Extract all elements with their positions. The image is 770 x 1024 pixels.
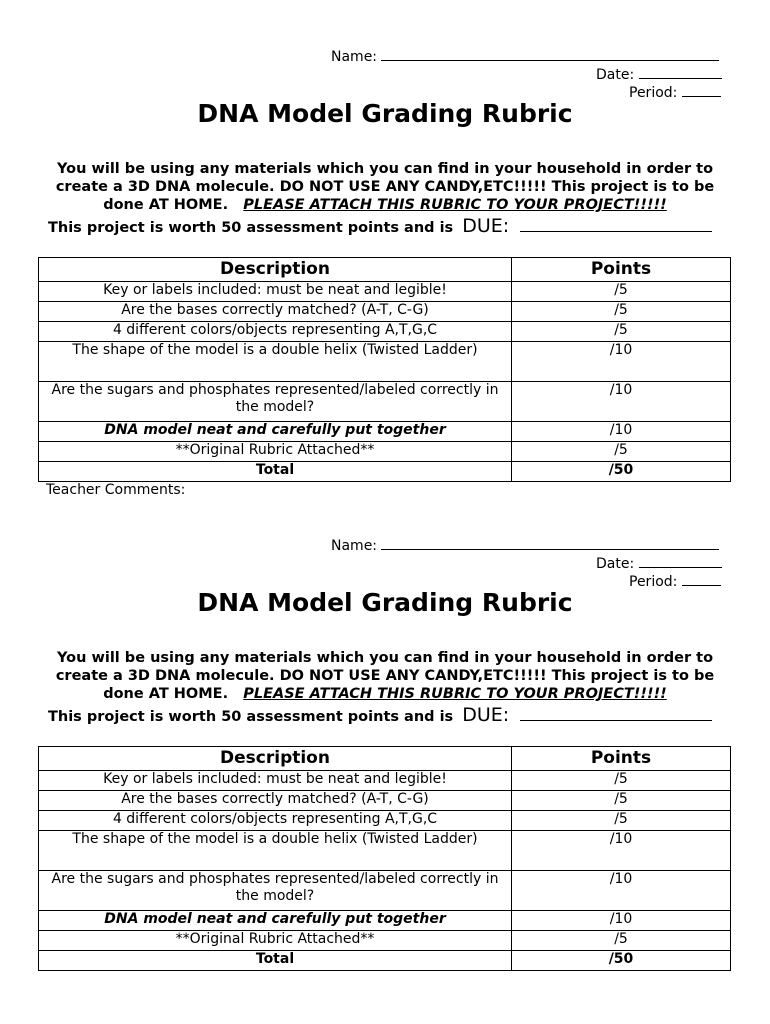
row-description: DNA model neat and carefully put together [39,422,512,442]
row-points: /5 [512,322,731,342]
table-row [39,322,731,342]
row-points: /10 [512,831,731,871]
page-title: DNA Model Grading Rubric [197,99,573,128]
row-description: The shape of the model is a double helix (Twisted Ladder) [39,342,512,382]
due-blank [520,217,712,232]
row-description: The shape of the model is a double helix (Twisted Ladder) [39,831,512,871]
due-blank [520,706,712,721]
header-description: Description [39,258,512,282]
table-header-row [39,258,731,282]
due-label: DUE: [462,215,510,237]
row-points: /5 [512,282,731,302]
row-points: /10 [512,382,731,422]
row-points: /10 [512,911,731,931]
table-row [39,422,731,442]
page-title: DNA Model Grading Rubric [197,588,573,617]
table-total-row [39,462,731,482]
table-row [39,831,731,871]
row-points: /5 [512,791,731,811]
instructions-main: You will be using any materials which you can find in your household in order to create a 3D DNA molecule. DO NOT USE ANY CANDY,ETC!!!!! This project is to be done AT HOME. [55,161,715,213]
row-points: /10 [512,342,731,382]
period-label: Period: [629,574,678,590]
date-label: Date: [596,556,635,572]
teacher-comments-label: Teacher Comments: [46,482,186,498]
table-total-row [39,951,731,971]
instructions-emphasis: PLEASE ATTACH THIS RUBRIC TO YOUR PROJECT!!!!! [243,197,667,213]
worth-line [48,215,712,237]
row-description: Are the bases correctly matched? (A-T, C-G) [39,302,512,322]
name-line [331,47,719,66]
row-points: /10 [512,871,731,911]
worth-text: This project is worth 50 assessment points and is [48,220,454,236]
total-points: /50 [512,462,731,482]
instructions-emphasis: PLEASE ATTACH THIS RUBRIC TO YOUR PROJECT!!!!! [243,686,667,702]
table-row [39,791,731,811]
row-points: /5 [512,442,731,462]
worth-line [48,704,712,726]
total-points: /50 [512,951,731,971]
table-row [39,931,731,951]
instructions [40,160,730,214]
table-row [39,911,731,931]
row-description: **Original Rubric Attached** [39,931,512,951]
table-row [39,382,731,422]
table-row [39,771,731,791]
table-row [39,282,731,302]
name-label: Name: [331,49,378,65]
instructions [40,649,730,703]
rubric-sheet-2 [0,489,770,978]
row-description: 4 different colors/objects representing A,T,G,C [39,811,512,831]
instructions-main: You will be using any materials which you can find in your household in order to create a 3D DNA molecule. DO NOT USE ANY CANDY,ETC!!!!! This project is to be done AT HOME. [55,650,715,702]
total-label: Total [39,462,512,482]
rubric-table [38,746,731,971]
date-blank [639,554,722,568]
header-description: Description [39,747,512,771]
period-label: Period: [629,85,678,101]
row-description: Key or labels included: must be neat and legible! [39,771,512,791]
row-description: **Original Rubric Attached** [39,442,512,462]
due-label: DUE: [462,704,510,726]
table-row [39,442,731,462]
date-line [596,65,722,84]
row-description: Are the sugars and phosphates represented/labeled correctly in the model? [39,871,512,911]
table-row [39,811,731,831]
row-description: Are the sugars and phosphates represented/labeled correctly in the model? [39,382,512,422]
row-description: 4 different colors/objects representing A,T,G,C [39,322,512,342]
row-points: /5 [512,931,731,951]
table-header-row [39,747,731,771]
date-blank [639,65,722,79]
rubric-table [38,257,731,482]
period-blank [682,83,721,97]
row-points: /10 [512,422,731,442]
row-points: /5 [512,302,731,322]
row-description: DNA model neat and carefully put together [39,911,512,931]
name-blank [381,536,719,550]
date-label: Date: [596,67,635,83]
table-row [39,342,731,382]
total-label: Total [39,951,512,971]
row-points: /5 [512,771,731,791]
header-points: Points [512,747,731,771]
date-line [596,554,722,573]
worth-text: This project is worth 50 assessment points and is [48,709,454,725]
period-blank [682,572,721,586]
header-points: Points [512,258,731,282]
row-description: Are the bases correctly matched? (A-T, C-G) [39,791,512,811]
name-line [331,536,719,555]
table-row [39,871,731,911]
name-label: Name: [331,538,378,554]
table-row [39,302,731,322]
name-blank [381,47,719,61]
row-points: /5 [512,811,731,831]
rubric-sheet-1 [0,0,770,498]
row-description: Key or labels included: must be neat and legible! [39,282,512,302]
